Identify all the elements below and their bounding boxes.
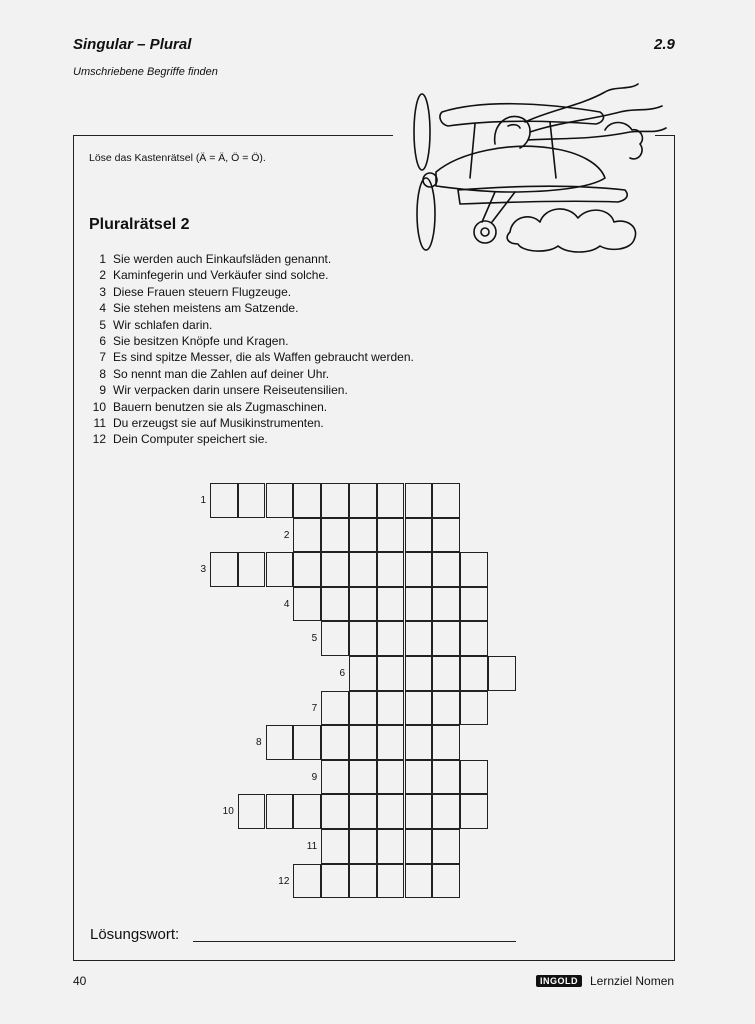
row-number: 10 xyxy=(222,806,234,818)
clue-item xyxy=(85,317,414,333)
grid-cell[interactable] xyxy=(377,552,405,587)
grid-cell[interactable] xyxy=(377,691,405,726)
grid-cell[interactable] xyxy=(293,725,321,760)
grid-cell[interactable] xyxy=(432,794,460,829)
grid-cell[interactable] xyxy=(238,794,266,829)
airplane-illustration xyxy=(400,82,670,257)
grid-cell[interactable] xyxy=(293,587,321,622)
grid-cell[interactable] xyxy=(405,552,433,587)
clue-item xyxy=(85,300,414,316)
clue-item xyxy=(85,251,414,267)
grid-cell[interactable] xyxy=(405,621,433,656)
row-number: 4 xyxy=(283,598,290,610)
grid-cell[interactable] xyxy=(377,483,405,518)
grid-cell[interactable] xyxy=(349,552,377,587)
grid-cell[interactable] xyxy=(321,483,349,518)
clue-text: Kaminfegerin und Verkäufer sind solche. xyxy=(113,268,329,283)
clue-text: Sie besitzen Knöpfe und Kragen. xyxy=(113,333,289,348)
row-number: 11 xyxy=(306,841,318,852)
grid-cell[interactable] xyxy=(405,518,433,553)
grid-cell[interactable] xyxy=(349,621,377,656)
grid-cell[interactable] xyxy=(405,725,433,760)
grid-cell[interactable] xyxy=(460,621,488,656)
row-number: 12 xyxy=(278,875,290,887)
grid-cell[interactable] xyxy=(460,691,488,726)
grid-cell[interactable] xyxy=(405,483,433,518)
clue-text: Sie werden auch Einkaufsläden genannt. xyxy=(113,252,332,266)
clue-number: 4 xyxy=(99,301,106,316)
grid-cell[interactable] xyxy=(488,656,516,691)
clue-number: 9 xyxy=(99,383,106,398)
grid-cell[interactable] xyxy=(210,483,238,518)
grid-cell[interactable] xyxy=(349,518,377,553)
clue-number: 1 xyxy=(99,252,106,266)
row-number: 9 xyxy=(311,771,318,783)
section-subtitle: Umschriebene Begriffe finden xyxy=(73,66,218,78)
clue-number: 3 xyxy=(99,284,106,299)
clue-item xyxy=(85,349,414,365)
grid-cell[interactable] xyxy=(405,864,433,899)
grid-cell[interactable] xyxy=(377,829,405,864)
grid-cell[interactable] xyxy=(405,587,433,622)
clue-item xyxy=(85,284,414,300)
grid-cell[interactable] xyxy=(321,552,349,587)
grid-cell[interactable] xyxy=(377,621,405,656)
section-number: 2.9 xyxy=(654,36,675,53)
clue-number: 5 xyxy=(99,317,106,332)
grid-cell[interactable] xyxy=(405,656,433,691)
grid-cell[interactable] xyxy=(349,587,377,622)
grid-cell[interactable] xyxy=(293,552,321,587)
grid-cell[interactable] xyxy=(377,760,405,795)
clue-item xyxy=(85,399,414,415)
clue-number: 7 xyxy=(99,350,106,365)
grid-cell[interactable] xyxy=(293,794,321,829)
grid-cell[interactable] xyxy=(210,552,238,587)
grid-cell[interactable] xyxy=(321,518,349,553)
grid-cell[interactable] xyxy=(377,656,405,691)
grid-cell[interactable] xyxy=(321,587,349,622)
clue-text: Wir schlafen darin. xyxy=(113,317,213,332)
grid-cell[interactable] xyxy=(321,829,349,864)
clue-item xyxy=(85,431,414,447)
grid-cell[interactable] xyxy=(377,864,405,899)
clue-item xyxy=(85,366,414,382)
grid-cell[interactable] xyxy=(349,864,377,899)
grid-cell[interactable] xyxy=(460,656,488,691)
grid-cell[interactable] xyxy=(432,864,460,899)
row-number: 6 xyxy=(339,668,345,679)
clue-number: 8 xyxy=(99,366,106,381)
grid-cell[interactable] xyxy=(349,829,377,864)
grid-cell[interactable] xyxy=(293,864,321,899)
grid-cell[interactable] xyxy=(377,725,405,760)
section-title: Singular – Plural xyxy=(73,36,192,53)
grid-cell[interactable] xyxy=(321,691,349,726)
grid-cell[interactable] xyxy=(321,760,349,795)
grid-cell[interactable] xyxy=(321,621,349,656)
row-number: 1 xyxy=(200,495,206,506)
clue-item xyxy=(85,267,414,283)
grid-cell[interactable] xyxy=(349,725,377,760)
grid-cell[interactable] xyxy=(266,483,294,518)
clue-number: 10 xyxy=(92,399,106,414)
clue-text: Sie stehen meistens am Satzende. xyxy=(113,301,299,316)
grid-cell[interactable] xyxy=(432,691,460,726)
grid-cell[interactable] xyxy=(377,587,405,622)
grid-cell[interactable] xyxy=(432,483,460,518)
clue-number: 12 xyxy=(92,432,106,447)
footer-text: Lernziel Nomen xyxy=(590,974,675,988)
grid-cell[interactable] xyxy=(238,552,266,587)
grid-cell[interactable] xyxy=(266,552,294,587)
clue-text: So nennt man die Zahlen auf deiner Uhr. xyxy=(113,366,330,381)
instruction-text: Löse das Kastenrätsel (Ä = Ä, Ö = Ö). xyxy=(89,152,266,164)
row-number: 5 xyxy=(311,633,318,645)
grid-cell[interactable] xyxy=(432,621,460,656)
grid-cell[interactable] xyxy=(460,794,488,829)
row-number: 3 xyxy=(200,564,206,576)
answer-label: Lösungswort: xyxy=(90,926,180,943)
clue-text: Diese Frauen steuern Flugzeuge. xyxy=(113,284,292,299)
grid-cell[interactable] xyxy=(321,794,349,829)
clue-number: 6 xyxy=(99,333,106,348)
grid-cell[interactable] xyxy=(405,760,433,795)
grid-cell[interactable] xyxy=(377,518,405,553)
grid-cell[interactable] xyxy=(432,518,460,553)
clue-item xyxy=(85,382,414,398)
clue-text: Es sind spitze Messer, die als Waffen gebraucht werden. xyxy=(113,350,414,365)
clue-item xyxy=(85,415,414,431)
grid-cell[interactable] xyxy=(460,587,488,622)
grid-cell[interactable] xyxy=(432,829,460,864)
grid-cell[interactable] xyxy=(432,587,460,622)
grid-cell[interactable] xyxy=(405,794,433,829)
grid-cell[interactable] xyxy=(266,794,294,829)
clue-text: Bauern benutzen sie als Zugmaschinen. xyxy=(113,399,328,414)
grid-cell[interactable] xyxy=(432,725,460,760)
grid-cell[interactable] xyxy=(377,794,405,829)
grid-cell[interactable] xyxy=(321,725,349,760)
clue-list xyxy=(85,251,414,448)
row-number: 2 xyxy=(283,529,290,541)
row-number: 7 xyxy=(311,702,318,714)
clue-number: 2 xyxy=(99,268,106,283)
clue-item xyxy=(85,333,414,349)
answer-line[interactable] xyxy=(193,941,516,942)
row-number: 8 xyxy=(256,737,262,749)
grid-cell[interactable] xyxy=(405,691,433,726)
grid-cell[interactable] xyxy=(432,760,460,795)
grid-cell[interactable] xyxy=(293,518,321,553)
page-number: 40 xyxy=(73,974,87,988)
grid-cell[interactable] xyxy=(432,552,460,587)
clue-number: 11 xyxy=(93,415,106,430)
grid-cell[interactable] xyxy=(460,760,488,795)
grid-cell[interactable] xyxy=(432,656,460,691)
grid-cell[interactable] xyxy=(349,760,377,795)
grid-cell[interactable] xyxy=(460,552,488,587)
grid-cell[interactable] xyxy=(266,725,294,760)
grid-cell[interactable] xyxy=(349,656,377,691)
grid-cell[interactable] xyxy=(321,864,349,899)
clue-text: Du erzeugst sie auf Musikinstrumenten. xyxy=(113,415,324,430)
publisher-logo: INGOLD xyxy=(536,975,582,987)
puzzle-title: Pluralrätsel 2 xyxy=(89,216,190,233)
grid-cell[interactable] xyxy=(349,691,377,726)
clue-text: Wir verpacken darin unsere Reiseutensilien. xyxy=(113,383,348,398)
grid-cell[interactable] xyxy=(349,483,377,518)
clue-text: Dein Computer speichert sie. xyxy=(113,432,268,447)
grid-cell[interactable] xyxy=(238,483,266,518)
grid-cell[interactable] xyxy=(405,829,433,864)
grid-cell[interactable] xyxy=(293,483,321,518)
grid-cell[interactable] xyxy=(349,794,377,829)
